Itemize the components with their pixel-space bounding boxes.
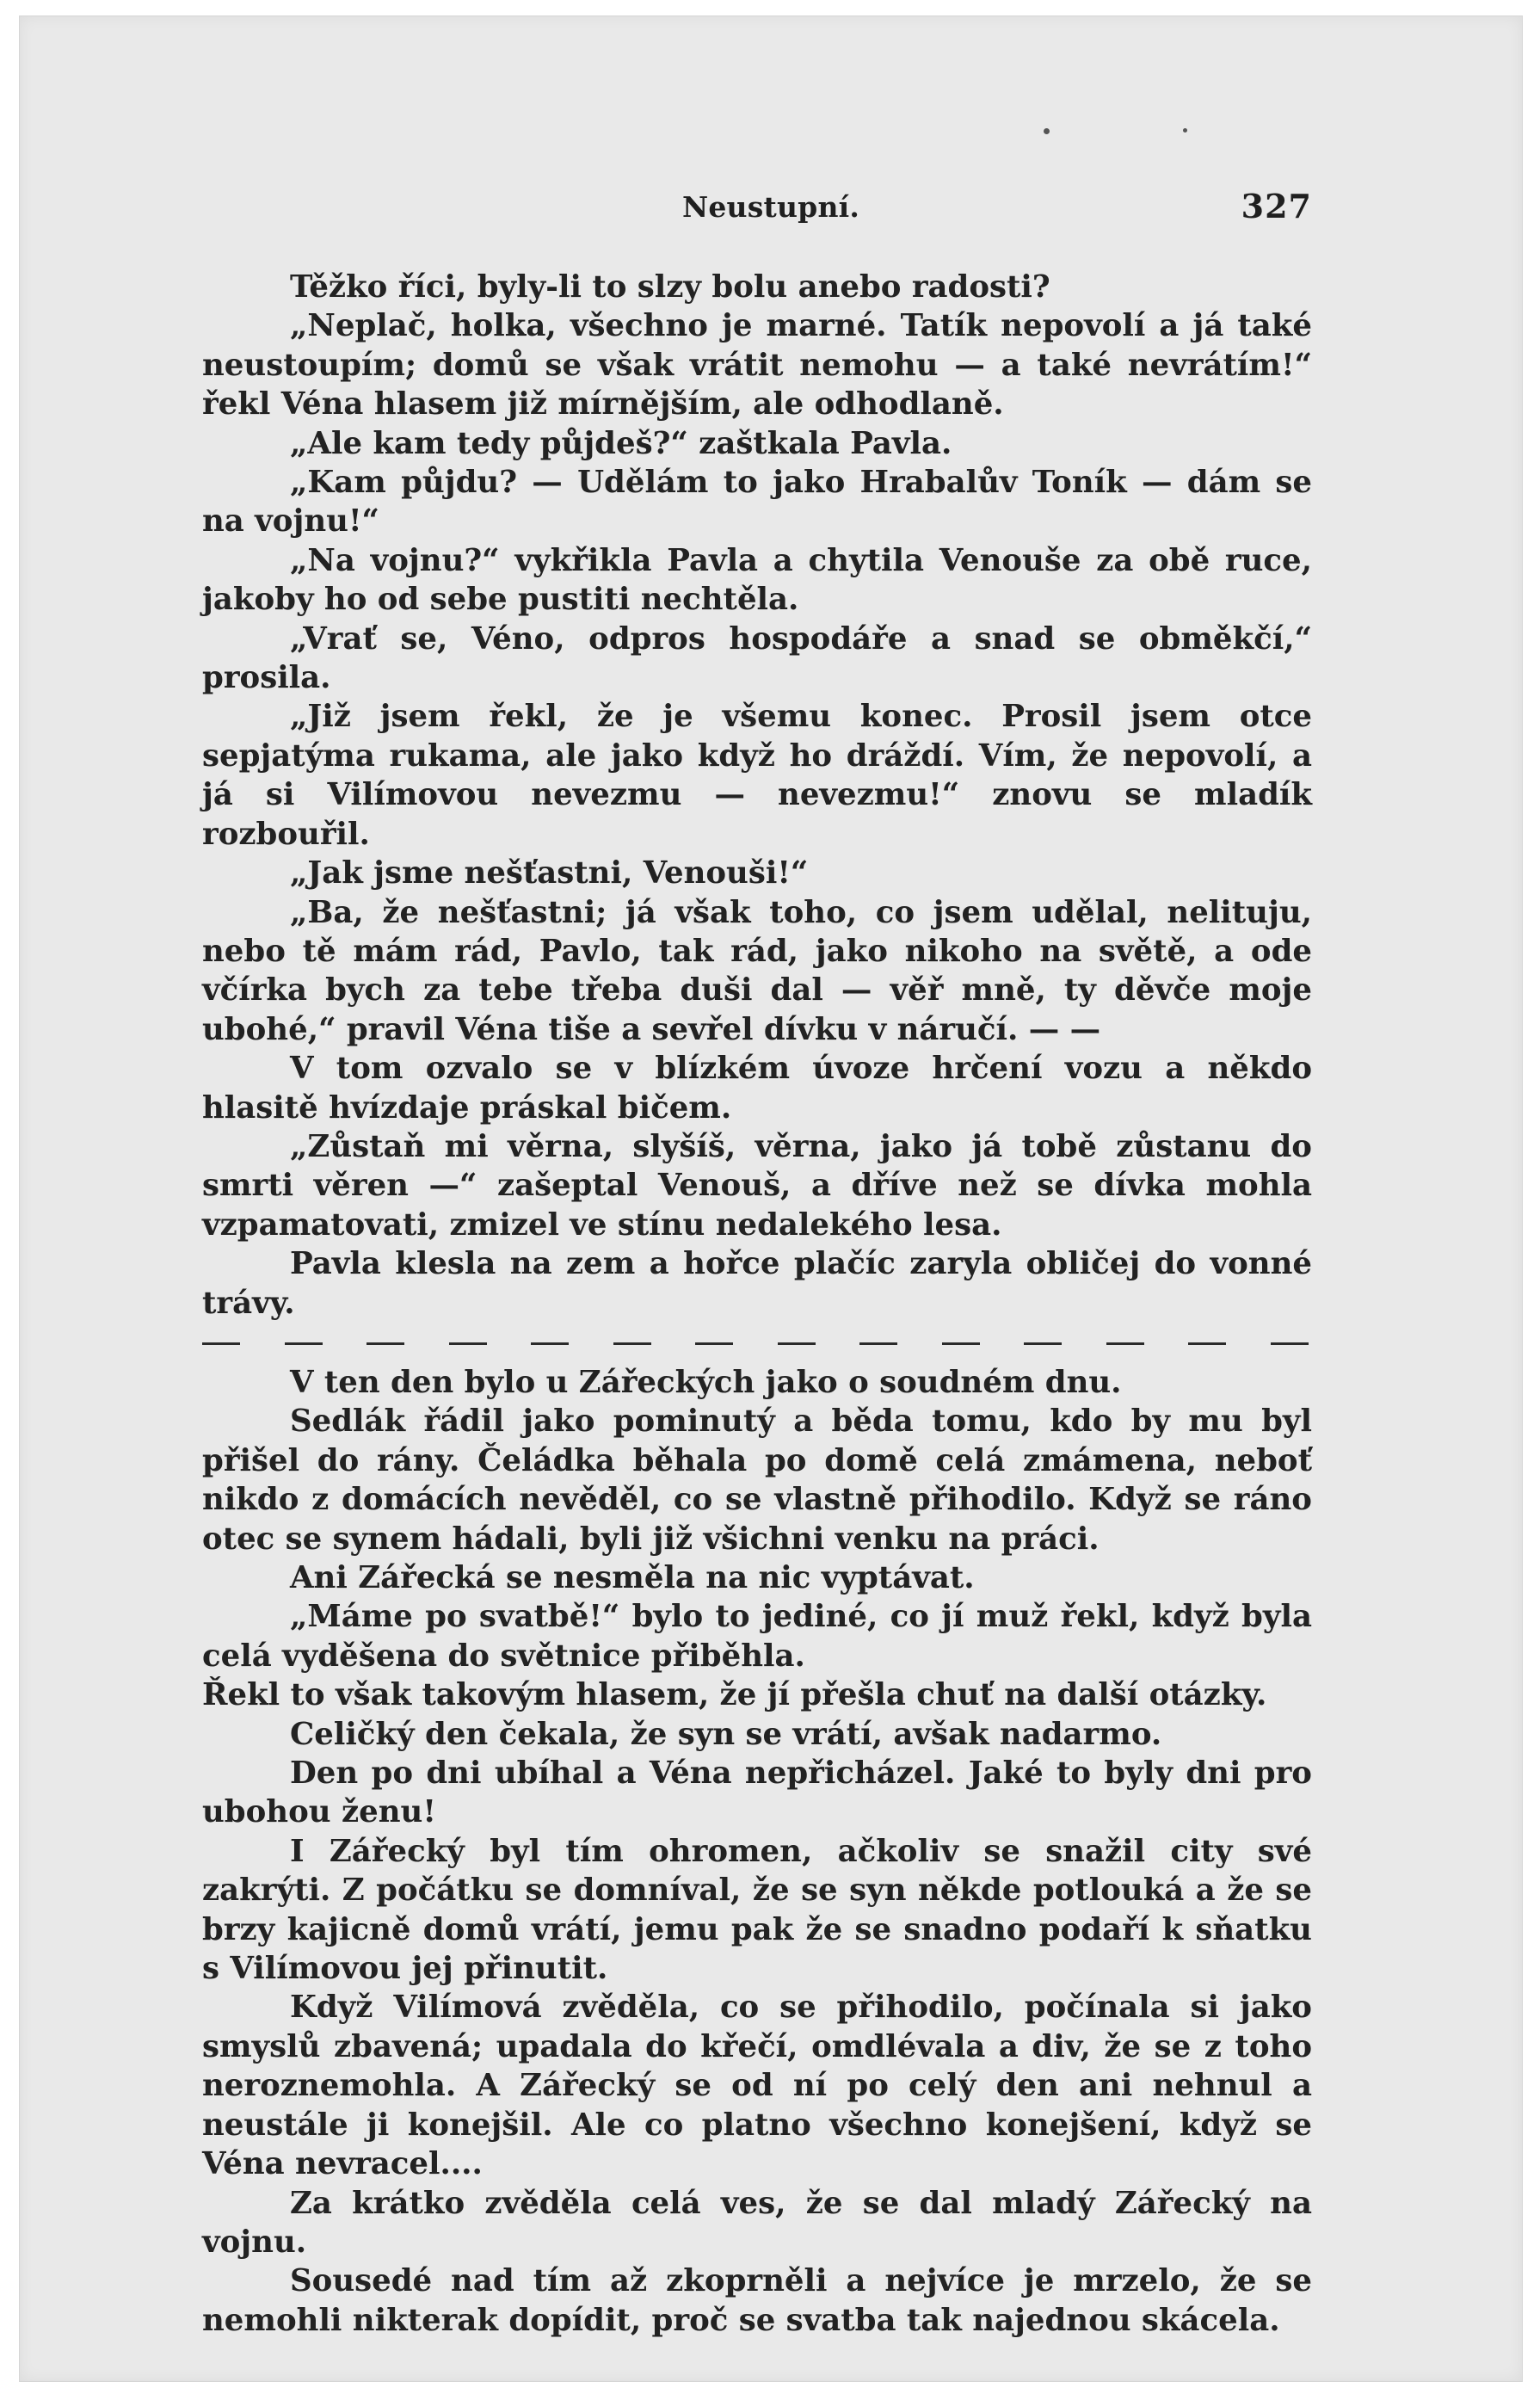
separator-dash [1106, 1342, 1144, 1345]
paragraph: I Zářecký byl tím ohromen, ačkoliv se snažil city své zakrýti. Z počátku se domníval, že se syn někde potlouká a že se brzy kajicně domů vrátí, jemu pak že se snadno podaří k sňatku s Vilímovou jej přinutit. [202, 1833, 1312, 1987]
paragraph: Celičký den čekala, že syn se vrátí, avšak nadarmo. [290, 1716, 1162, 1752]
paragraph: Za krátko zvěděla celá ves, že se dal mladý Zářecký na vojnu. [202, 2185, 1312, 2260]
paragraph: „Ale kam tedy půjdeš?“ zaštkala Pavla. [290, 425, 952, 461]
separator-dash [202, 1342, 240, 1345]
paragraph: V ten den bylo u Zářeckých jako o soudném dnu. [290, 1364, 1122, 1400]
paragraph: „Na vojnu?“ vykřikla Pavla a chytila Venouše za obě ruce, jakoby ho od sebe pustiti nechtěla. [202, 542, 1312, 618]
paragraph: „Neplač, holka, všechno je marné. Tatík nepovolí a já také neustoupím; domů se však vrátit nemohu — a také nevrátím!“ řekl Véna hlasem již mírnějším, ale odhodlaně. [202, 308, 1312, 423]
text-section-one [202, 268, 1312, 1323]
paragraph: Těžko říci, byly-li to slzy bolu anebo radosti? [290, 269, 1050, 305]
paragraph: V tom ozvalo se v blízkém úvoze hrčení vozu a někdo hlasitě hvízdaje práskal bičem. [202, 1051, 1312, 1126]
paragraph: Den po dni ubíhal a Véna nepřicházel. Jaké to byly dni pro ubohou ženu! [202, 1755, 1312, 1830]
separator-dash [1024, 1342, 1062, 1345]
page-header [200, 187, 1312, 230]
separator-dash [531, 1342, 569, 1345]
text-section-two [202, 1363, 1312, 2340]
paragraph: Sedlák řádil jako pominutý a běda tomu, kdo by mu byl přišel do rány. Čeládka běhala po domě celá zmámena, neboť nikdo z domácích nevěděl, co se vlastně přihodilo. Když se ráno otec se synem hádali, byli již všichni venku na práci. [202, 1404, 1312, 1557]
paragraph: Ani Zářecká se nesměla na nic vyptávat. [290, 1560, 975, 1595]
paragraph: Pavla klesla na zem a hořce plačíc zaryla obličej do vonné trávy. [202, 1246, 1312, 1321]
paragraph: Sousedé nad tím až zkoprněli a nejvíce je mrzelo, že se nemohli nikterak dopídit, proč se svatba tak najednou skácela. [202, 2263, 1312, 2338]
separator-dash [695, 1342, 733, 1345]
book-page [19, 15, 1523, 2382]
separator-dash [859, 1342, 897, 1345]
paragraph: „Již jsem řekl, že je všemu konec. Prosil jsem otce sepjatýma rukama, ale jako když ho dráždí. Vím, že nepovolí, a já si Vilímovou nevezmu — nevezmu!“ znovu se mladík rozbouřil. [202, 699, 1312, 852]
separator-dash [1271, 1342, 1309, 1345]
paragraph: „Vrať se, Véno, odpros hospodáře a snad se obměkčí,“ prosila. [202, 620, 1312, 696]
separator-dash [778, 1342, 816, 1345]
separator-dash [285, 1342, 323, 1345]
paragraph: „Jak jsme nešťastni, Venouši!“ [290, 855, 809, 892]
paragraph: Řekl to však takovým hlasem, že jí přešla chuť na další otázky. [202, 1677, 1267, 1713]
paragraph: „Zůstaň mi věrna, slyšíš, věrna, jako já tobě zůstanu do smrti věren —“ zašeptal Venouš, a dříve než se dívka mohla vzpamatovati, zmizel ve stínu nedalekého lesa. [202, 1128, 1312, 1243]
paper-speck [1044, 128, 1050, 134]
separator-dash [942, 1342, 980, 1345]
separator-dash [367, 1342, 404, 1345]
separator-dash [449, 1342, 487, 1345]
page-number: 327 [1241, 187, 1312, 225]
separator-dash [613, 1342, 651, 1345]
section-separator [202, 1324, 1312, 1363]
running-title: Neustupní. [682, 190, 860, 224]
body-text [202, 268, 1312, 2340]
paper-speck [1183, 128, 1187, 133]
paragraph: „Máme po svatbě!“ bylo to jediné, co jí muž řekl, když byla celá vyděšena do světnice přiběhla. [202, 1599, 1312, 1674]
separator-dash [1188, 1342, 1226, 1345]
paragraph: Když Vilímová zvěděla, co se přihodilo, počínala si jako smyslů zbavená; upadala do křečí, omdlévala a div, že se z toho neroznemohla. A Zářecký se od ní po celý den ani nehnul a neustále ji konejšil. Ale co platno všechno konejšení, když se Véna nevracel.... [202, 1990, 1312, 2182]
paragraph: „Kam půjdu? — Udělám to jako Hrabalův Toník — dám se na vojnu!“ [202, 465, 1312, 540]
paragraph: „Ba, že nešťastni; já však toho, co jsem udělal, nelituju, nebo tě mám rád, Pavlo, tak rád, jako nikoho na světě, a ode včírka bych za tebe třeba duši dal — věř mně, ty děvče moje ubohé,“ pravil Véna tiše a sevřel dívku v náručí. — — [202, 894, 1312, 1047]
